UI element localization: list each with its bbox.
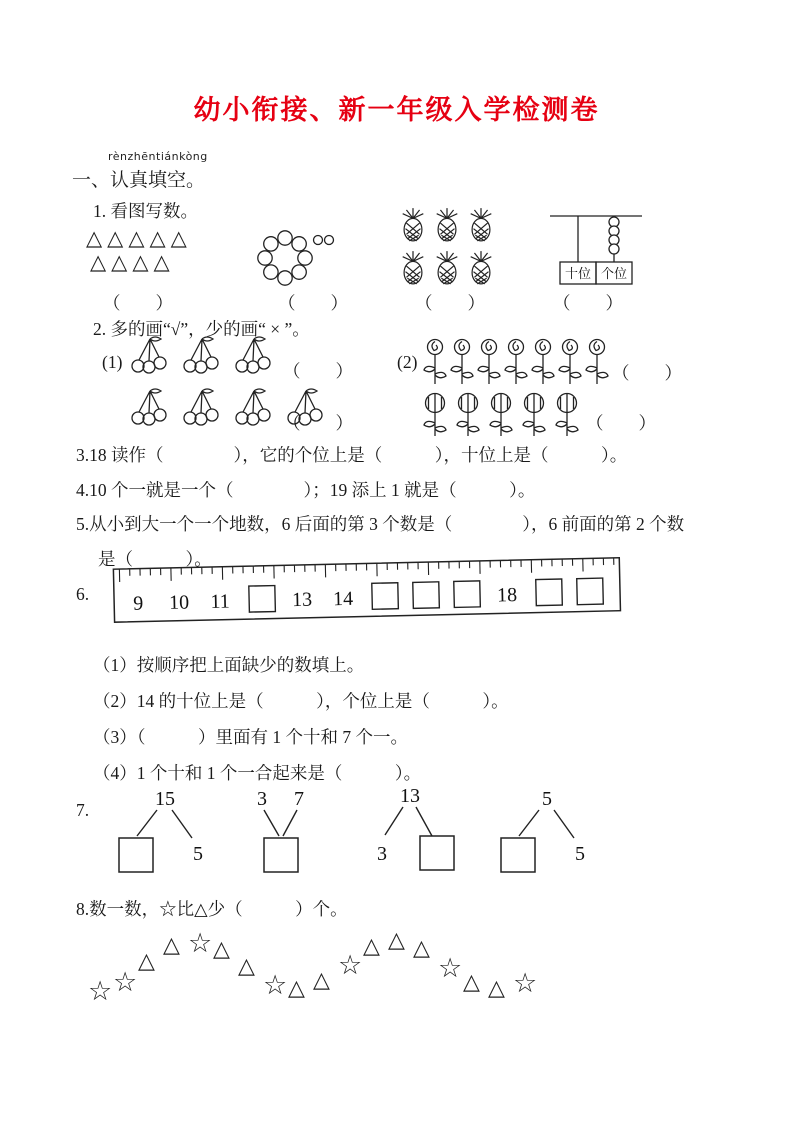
- bond-right-number: 5: [193, 843, 203, 865]
- q2-answer-blank: （ ）: [586, 413, 656, 433]
- rose-flower-icon: [503, 336, 529, 390]
- q6-sub2: （2）14 的十位上是（ ），个位上是（ ）。: [93, 691, 509, 711]
- star-shape-icon: ☆: [88, 976, 113, 1007]
- triangle-shape-icon: △: [363, 934, 380, 959]
- triangle-icon: △: [153, 250, 170, 274]
- q6-sub3: （3）（ ）里面有 1 个十和 7 个一。: [93, 727, 408, 747]
- star-shape-icon: ☆: [263, 970, 288, 1001]
- triangle-shape-icon: △: [288, 976, 305, 1001]
- pineapple-icon: [466, 247, 496, 287]
- q1-triangles-figure: [86, 226, 192, 274]
- ruler-blank-box: [536, 579, 563, 606]
- triangle-shape-icon: △: [488, 976, 505, 1001]
- q5-text-line2: 是（ ）。: [98, 549, 212, 569]
- star-shape-icon: ☆: [438, 953, 463, 984]
- q4-text: 4.10 个一就是一个（ ）；19 添上 1 就是（ ）。: [76, 480, 536, 500]
- triangle-shape-icon: △: [213, 937, 230, 962]
- number-bond-3: [358, 786, 473, 881]
- triangle-icon: △: [128, 226, 145, 250]
- triangle-shape-icon: △: [388, 928, 405, 953]
- triangle-icon: △: [132, 250, 149, 274]
- triangle-icon: △: [149, 226, 166, 250]
- q1-answer-blank: （ ）: [415, 293, 485, 313]
- pineapple-icon: [432, 247, 462, 287]
- star-shape-icon: ☆: [513, 968, 538, 999]
- bond-top-number: 15: [155, 789, 175, 810]
- q8-label: 8.数一数，☆比△少（ ）个。: [76, 899, 348, 919]
- triangle-icon: △: [90, 250, 107, 274]
- star-shape-icon: ☆: [113, 967, 138, 998]
- q2-roses-row: [422, 336, 610, 390]
- star-shape-icon: ☆: [338, 950, 363, 981]
- number-bond-2: [226, 789, 341, 881]
- abacus-ones-label: 个位: [600, 266, 628, 281]
- triangle-shape-icon: △: [238, 954, 255, 979]
- rose-flower-icon: [422, 336, 448, 390]
- q2-answer-blank: （ ）: [612, 363, 682, 383]
- cherry-bunch-icon: [230, 386, 276, 434]
- triangle-icon: △: [86, 226, 103, 250]
- ruler-number: 14: [332, 587, 354, 611]
- bond-top-right-number: 7: [294, 789, 304, 810]
- tulip-flower-icon: [486, 390, 516, 440]
- rose-flower-icon: [449, 336, 475, 390]
- pinyin-annotation: rènzhēntiánkòng: [108, 150, 208, 163]
- bond-blank-box: [501, 838, 535, 872]
- triangle-shape-icon: △: [413, 936, 430, 961]
- tulip-flower-icon: [552, 390, 582, 440]
- rose-flower-icon: [530, 336, 556, 390]
- cherry-bunch-icon: [230, 334, 276, 382]
- cherry-bunch-icon: [178, 386, 224, 434]
- number-bond-1: [108, 789, 223, 881]
- star-shape-icon: ☆: [188, 928, 213, 959]
- q5-text-line1: 5.从小到大一个一个地数，6 后面的第 3 个数是（ ），6 前面的第 2 个数: [76, 514, 685, 534]
- ruler-number: 10: [168, 591, 190, 614]
- ruler-blank-box: [413, 582, 440, 609]
- triangle-shape-icon: △: [138, 949, 155, 974]
- pineapple-icon: [398, 247, 428, 287]
- q1-circles-figure: [255, 228, 337, 290]
- ruler-number: 13: [291, 588, 313, 612]
- q1-label: 1. 看图写数。: [93, 201, 198, 221]
- number-bond-4: [490, 789, 605, 881]
- bond-top-number: 5: [542, 789, 552, 810]
- ruler-blank-box: [372, 583, 399, 610]
- bond-top-left-number: 3: [257, 789, 267, 810]
- triangle-icon: △: [111, 250, 128, 274]
- bond-blank-box: [264, 838, 298, 872]
- q1-answer-blank: （ ）: [553, 293, 623, 313]
- pineapple-icon: [432, 204, 462, 244]
- triangle-shape-icon: △: [163, 933, 180, 958]
- bond-blank-box: [119, 838, 153, 872]
- q2-tulips-row: [420, 390, 582, 440]
- q1-answer-blank: （ ）: [103, 293, 173, 313]
- ruler-blank-box: [454, 581, 481, 608]
- pineapple-icon: [398, 204, 428, 244]
- tulip-flower-icon: [420, 390, 450, 440]
- tulip-flower-icon: [519, 390, 549, 440]
- q1-abacus-figure: [548, 208, 644, 288]
- ruler-number: 11: [210, 590, 231, 613]
- ruler-blank-box: [577, 578, 604, 605]
- q2-answer-blank: （ ）: [283, 413, 353, 433]
- triangle-shape-icon: △: [313, 968, 330, 993]
- q2-group2-tag: (2): [397, 352, 418, 372]
- triangle-icon: △: [170, 226, 187, 250]
- q7-number: 7.: [76, 800, 90, 820]
- q6-number: 6.: [76, 584, 90, 604]
- star-triangle-wave: [88, 920, 558, 1010]
- abacus-tens-label: 十位: [564, 266, 592, 281]
- page-title: 幼小衔接、新一年级入学检测卷: [193, 95, 600, 125]
- rose-flower-icon: [476, 336, 502, 390]
- ruler-blank-box: [249, 586, 276, 613]
- section-heading: 一、认真填空。: [72, 170, 206, 191]
- bond-left-number: 3: [377, 843, 387, 865]
- tulip-flower-icon: [453, 390, 483, 440]
- q2-group1-tag: (1): [102, 352, 123, 372]
- triangle-shape-icon: △: [463, 970, 480, 995]
- q6-sub4: （4）1 个十和 1 个一合起来是（ ）。: [93, 763, 422, 783]
- cherry-bunch-icon: [126, 334, 172, 382]
- ruler-slots: [133, 578, 603, 615]
- bond-blank-box: [420, 836, 454, 870]
- triangle-icon: △: [107, 226, 124, 250]
- rose-flower-icon: [584, 336, 610, 390]
- rose-flower-icon: [557, 336, 583, 390]
- q3-text: 3.18 读作（ ），它的个位上是（ ），十位上是（ ）。: [76, 445, 628, 465]
- pineapple-icon: [466, 204, 496, 244]
- ruler-number: 9: [132, 592, 144, 615]
- bond-right-number: 5: [575, 843, 585, 865]
- cherry-bunch-icon: [126, 386, 172, 434]
- q6-sub1: （1）按顺序把上面缺少的数填上。: [93, 655, 365, 675]
- ruler-number: 18: [496, 584, 518, 607]
- q1-answer-blank: （ ）: [278, 293, 348, 313]
- bond-top-number: 13: [400, 786, 420, 807]
- cherry-bunch-icon: [178, 334, 224, 382]
- q2-label: 2. 多的画“√”，少的画“ × ”。: [93, 319, 310, 339]
- q2-cherries-row1: [126, 334, 276, 382]
- q2-answer-blank: （ ）: [283, 361, 353, 381]
- q6-ruler-figure: [111, 555, 626, 629]
- q1-pineapples-figure: [398, 204, 496, 287]
